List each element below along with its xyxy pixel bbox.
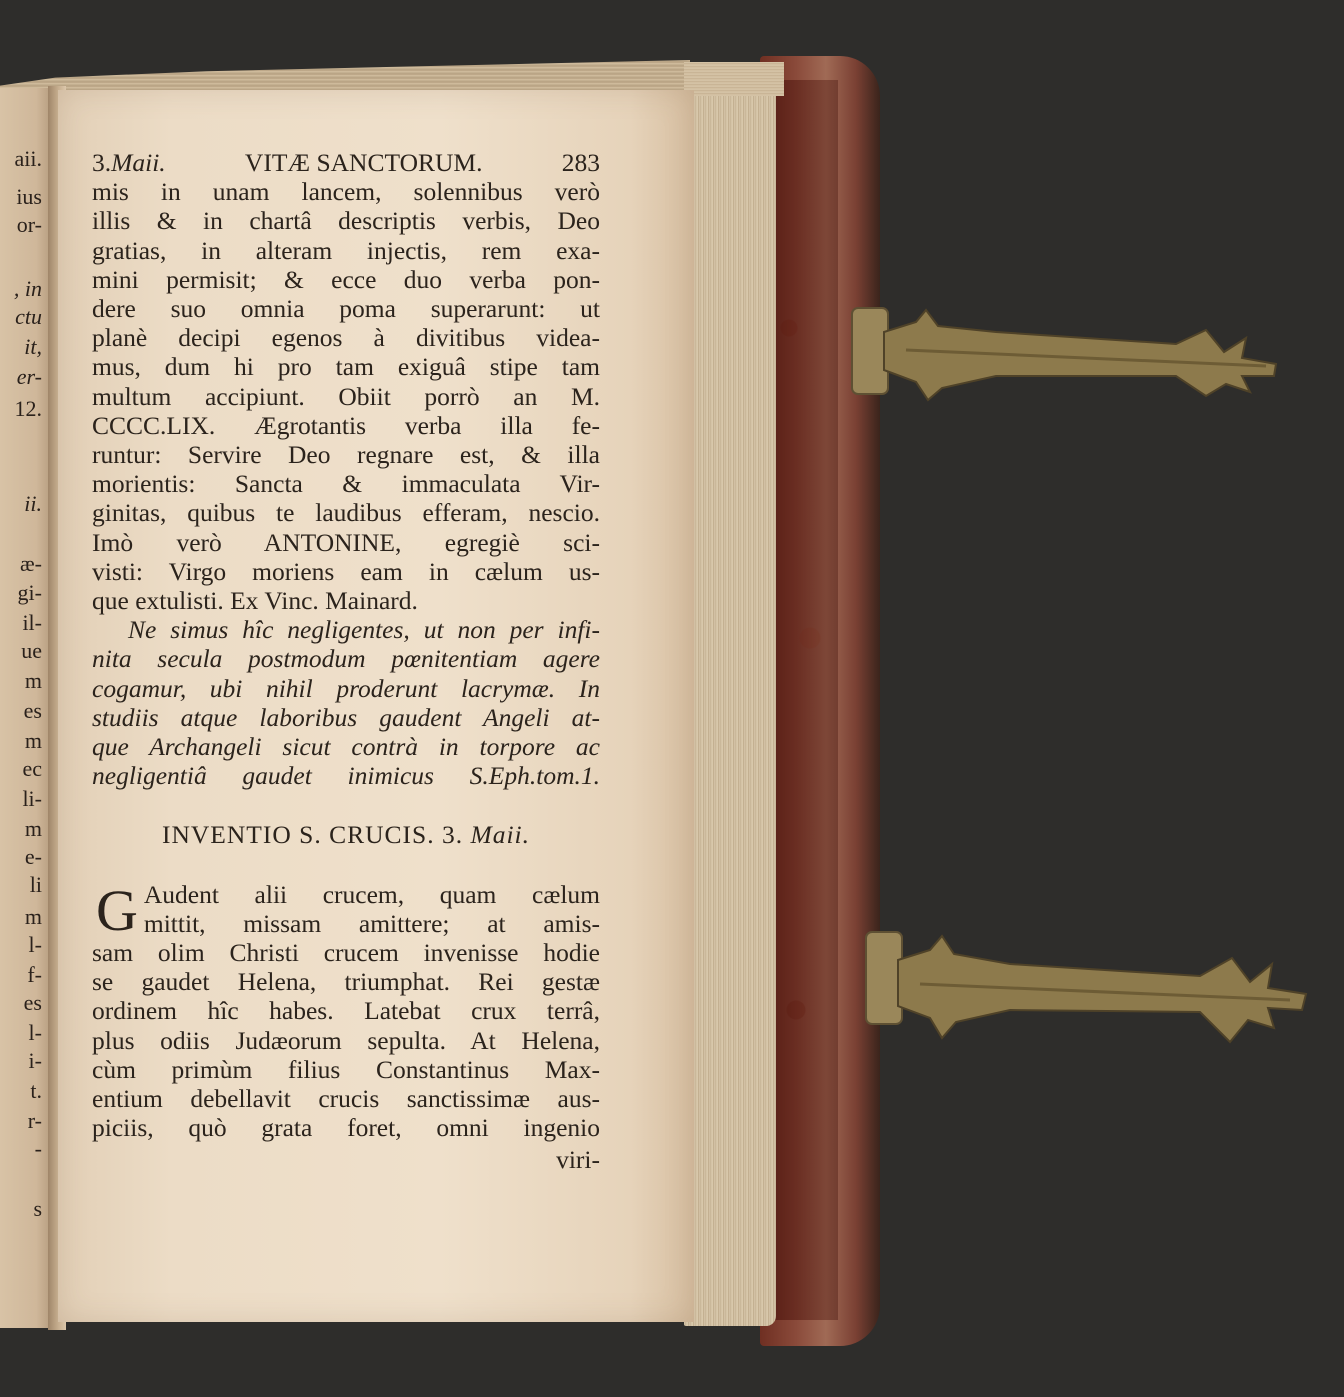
drop-cap: G: [96, 877, 138, 943]
left-page-fragment: ue: [21, 638, 42, 663]
left-page-fragment: es: [23, 698, 42, 723]
left-page-fragment: m: [24, 816, 42, 841]
left-page-fragment: il-: [22, 610, 42, 635]
left-page-fragment: or-: [16, 212, 42, 237]
left-page-fragment: li: [29, 872, 42, 897]
text-line: morientis: Sancta & immaculata Vir-: [92, 469, 600, 499]
cover-texture: [768, 80, 838, 1320]
header-day: 3.: [92, 148, 112, 177]
left-page-fragment: l-: [28, 932, 42, 957]
page-number: 283: [561, 148, 600, 177]
header-month: Maii.: [111, 148, 166, 177]
page-text: [92, 148, 600, 1174]
quote-line: studiis atque laboribus gaudent Angeli at-: [92, 702, 600, 732]
text-line: multum accipiunt. Obiit porrò an M.: [92, 381, 600, 411]
section-line: plus odiis Judæorum sepulta. At Helena,: [92, 1025, 600, 1055]
left-page-fragment: ctu: [15, 304, 42, 329]
text-line: dere suo omnia poma superarunt: ut: [92, 294, 600, 324]
section-title: [92, 820, 600, 849]
lower-clasp: [860, 924, 1310, 1052]
left-page-fragment: ii.: [24, 491, 42, 516]
text-line: runtur: Servire Deo regnare est, & illa: [92, 440, 600, 470]
text-line: mis in unam lancem, solennibus verò: [92, 177, 600, 207]
left-page-fragment: æ-: [20, 551, 42, 576]
quote-line: que Archangeli sicut contrà in torpore ac: [92, 732, 600, 762]
left-page-fragment: es: [23, 990, 42, 1015]
left-page-fragment: ec: [22, 756, 42, 781]
section-line: sam olim Christi crucem invenisse hodie: [92, 938, 600, 968]
header-date: [92, 148, 166, 177]
left-page-fragment: i-: [28, 1048, 42, 1073]
running-header: [92, 148, 600, 177]
section-paragraph: [92, 877, 600, 1174]
text-line: Imò verò ANTONINE, egregiè sci-: [92, 527, 600, 557]
left-page-fragment: it,: [24, 334, 42, 359]
left-page-fragment: t.: [30, 1078, 42, 1103]
text-line: ginitas, quibus te laudibus efferam, nescio.: [92, 498, 600, 528]
left-page-fragment: gi-: [17, 580, 42, 605]
left-page-fragment: , in: [13, 276, 42, 301]
page-top-edge: [0, 60, 690, 92]
catchword: viri-: [556, 1144, 600, 1174]
text-line: visti: Virgo moriens eam in cælum us-: [92, 556, 600, 586]
text-line: gratias, in alteram injectis, rem exa-: [92, 235, 600, 265]
section-line: cùm primùm filius Constantinus Max-: [92, 1054, 600, 1084]
header-title: VITÆ SANCTORUM.: [244, 148, 483, 177]
clasp-icon: [860, 924, 1310, 1052]
left-page-fragment: er-: [16, 364, 42, 389]
quote-line: negligentiâ gaudet inimicus S.Eph.tom.1.: [92, 761, 600, 791]
left-page-fragment: 12.: [14, 396, 42, 421]
quote-line: cogamur, ubi nihil proderunt lacrymæ. In: [92, 673, 600, 703]
page-edges-top: [684, 62, 784, 96]
text-line: planè decipi egenos à divitibus videa-: [92, 323, 600, 353]
section-line: entium debellavit crucis sanctissimæ aus-: [92, 1084, 600, 1114]
left-page-fragment: ius: [16, 184, 42, 209]
quote-line: nita secula postmodum pœnitentiam agere: [92, 644, 600, 674]
page-edges: [684, 64, 776, 1326]
section-line: mittit, missam amittere; at amis-: [143, 908, 600, 938]
left-page-fragment: l-: [28, 1020, 42, 1045]
left-page-fragment: r-: [27, 1108, 42, 1133]
left-page-fragment: e-: [24, 844, 42, 869]
text-line: mus, dum hi pro tam exiguâ stipe tam: [92, 352, 600, 382]
left-page-fragment: li-: [22, 786, 42, 811]
left-page: [0, 88, 52, 1328]
text-line: mini permisit; & ecce duo verba pon-: [92, 264, 600, 294]
left-page-fragment: m: [24, 728, 42, 753]
text-line: que extulisti. Ex Vinc. Mainard.: [92, 586, 418, 616]
section-line: piciis, quò grata foret, omni ingenio: [92, 1113, 600, 1143]
left-page-fragment: m: [24, 904, 42, 929]
left-page-fragment: -: [34, 1136, 42, 1161]
left-page-fragment: m: [24, 668, 42, 693]
text-line: illis & in chartâ descriptis verbis, Deo: [92, 206, 600, 236]
upper-clasp: [846, 292, 1286, 412]
text-line: CCCC.LIX. Ægrotantis verba illa fe-: [92, 410, 600, 440]
section-month: Maii.: [470, 820, 530, 850]
section-line: ordinem hîc habes. Latebat crux terrâ,: [92, 996, 600, 1026]
clasp-icon: [846, 292, 1286, 412]
left-page-fragment: s: [33, 1196, 42, 1221]
quote-line: Ne simus hîc negligentes, ut non per infi-: [128, 615, 600, 645]
section-line: Audent alii crucem, quam cælum: [143, 879, 600, 909]
left-page-fragment: f-: [27, 962, 42, 987]
left-page-fragment: aii.: [14, 146, 42, 171]
section-title-text: INVENTIO S. CRUCIS.: [161, 820, 435, 850]
right-page: [58, 90, 694, 1322]
section-day: 3.: [441, 820, 464, 850]
section-line: se gaudet Helena, triumphat. Rei gestæ: [92, 967, 600, 997]
